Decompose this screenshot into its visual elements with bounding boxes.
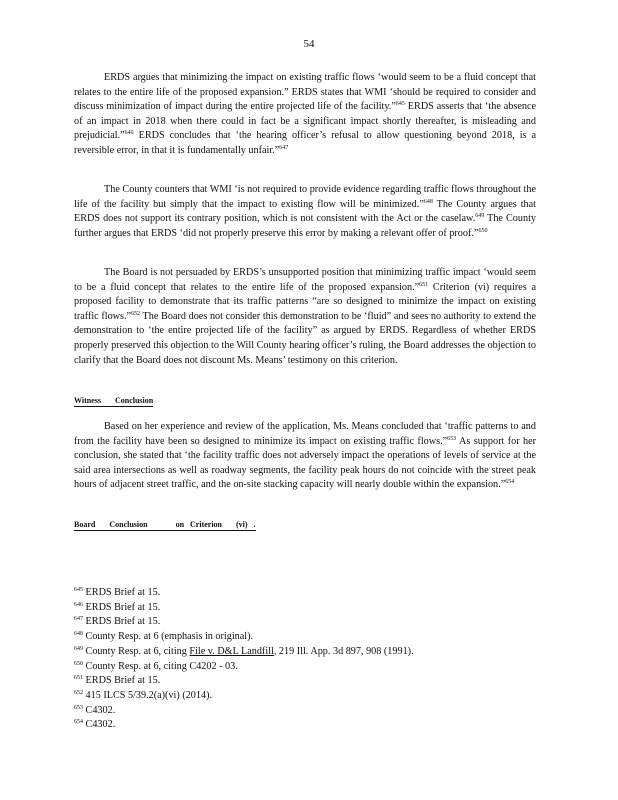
footnote-text: County Resp. at 6, citing C4202 - 03. [85, 660, 238, 672]
footnote-number: 650 [74, 660, 83, 667]
footnote-number: 651 [74, 675, 83, 682]
paragraph-text: ERDS asserts that ‘the absence of an impact in 2018 when there could in fact be a significant impact shortly thereafter, is misleading and prejudicial.” [74, 101, 536, 142]
page-number: 54 [303, 38, 315, 50]
footnote-number: 654 [74, 719, 83, 726]
footnote-ref: 646 [124, 130, 134, 137]
paragraph-erds-argument [74, 71, 536, 159]
heading-witness-conclusion [74, 396, 153, 407]
case-citation: File v. D&L Landfill [189, 645, 274, 657]
footnote-number: 652 [74, 689, 83, 696]
paragraph-text: Criterion (vi) requires a proposed facility to demonstrate that its traffic patterns “are so designed to minimize the impact on existing traffic flows.” [74, 281, 536, 322]
footnote-text: , 219 Ill. App. 3d 897, 908 (1991). [273, 645, 414, 657]
footnote-text: County Resp. at 6 (emphasis in original). [85, 631, 254, 643]
heading-text: Witness Conclusion [74, 396, 154, 405]
footnote [74, 689, 544, 704]
footnote [74, 601, 544, 616]
paragraph-text: ERDS argues that minimizing the impact on existing traffic flows ‘would seem to be a fluid concept that relates to the entire life of the proposed expansion.” ERDS states that WMI ‘should be required to consider and discuss minimization of impact during the entire projected life of the facility.” [74, 72, 536, 113]
heading-text: Board Conclusion on Criterion (vi) . [74, 520, 256, 529]
paragraph-text: The Board is not persuaded by ERDS’s unsupported position that minimizing traffic impact ‘would seem to be a fluid concept that relates to the entire life of the proposed expansion.” [74, 267, 536, 293]
footnote-ref: 649 [475, 213, 485, 220]
footnote-number: 653 [74, 704, 83, 711]
footnote [74, 704, 544, 719]
footnote-text: ERDS Brief at 15. [85, 675, 161, 687]
footnote-number: 648 [74, 631, 83, 638]
footnote-ref: 645 [395, 101, 405, 108]
footnotes-list [74, 586, 544, 733]
footnote-text: C4302. [85, 704, 116, 716]
paragraph-text: The County further argues that ERDS ‘did not properly preserve this error by making a relevant offer of proof.” [74, 213, 537, 239]
footnote-ref: 650 [478, 227, 488, 234]
paragraph-witness-conclusion [74, 420, 536, 493]
footnote [74, 645, 544, 660]
paragraph-text: ERDS concludes that ‘the hearing officer’s refusal to allow questioning beyond 2018, is a reversible error, in that it is fundamentally unfair.” [74, 130, 536, 156]
footnote-text: ERDS Brief at 15. [85, 587, 161, 598]
footnote-ref: 647 [279, 144, 289, 151]
paragraph-board-analysis [74, 266, 536, 368]
heading-board-conclusion [74, 520, 256, 531]
footnote-number: 645 [74, 587, 83, 593]
paragraph-county-counter [74, 183, 536, 241]
footnote [74, 630, 544, 645]
footnote-text: ERDS Brief at 15. [85, 601, 161, 613]
footnote-ref: 653 [447, 435, 457, 442]
footnote [74, 586, 544, 601]
footnote-number: 649 [74, 645, 83, 652]
paragraph-text: As support for her conclusion, she stated that ‘the facility traffic does not adversely impact the operations of levels of service at the said area intersections as well as roadway segments, the facility peak hours do not coincide with the street peak hours of adjacent street traffic, and the on-site stacking capacity will nearly double within the expansion.” [74, 435, 536, 491]
footnote [74, 718, 544, 733]
footnote-number: 647 [74, 616, 83, 623]
footnote [74, 674, 544, 689]
footnote-ref: 648 [423, 198, 433, 205]
footnote-ref: 651 [419, 281, 429, 288]
footnote-ref: 652 [131, 310, 141, 317]
footnote-text: County Resp. at 6, citing [85, 645, 190, 657]
paragraph-text: The Board does not consider this demonstration to be ‘fluid” and sees no authority to extend the demonstration to ‘the entire projected life of the facility” as argued by ERDS. Regardless of whether ERDS properly preserved this objection to the Will County hearing officer’s ruling, the Board addresses the objection to clarify that the Board does not discount Ms. Means’ testimony on this criterion. [74, 310, 536, 366]
footnote-text: C4302. [85, 719, 116, 731]
footnote [74, 660, 544, 675]
paragraph-text: The County counters that WMI ‘is not required to provide evidence regarding traffic flows throughout the life of the facility but simply that the impact to existing flow will be minimized.” [74, 184, 536, 210]
paragraph-text: The County argues that ERDS does not support its contrary position, which is not consistent with the Act or the caselaw. [74, 198, 536, 225]
footnote-text: 415 ILCS 5/39.2(a)(vi) (2014). [85, 689, 213, 701]
footnote [74, 615, 544, 630]
footnote-text: ERDS Brief at 15. [85, 616, 161, 628]
footnote-ref: 654 [505, 479, 515, 486]
footnote-number: 646 [74, 601, 83, 608]
paragraph-text: Based on her experience and review of the application, Ms. Means concluded that ‘traffic patterns to and from the facility have been so designed to minimize its impact on existing traffic flows.” [74, 421, 536, 447]
